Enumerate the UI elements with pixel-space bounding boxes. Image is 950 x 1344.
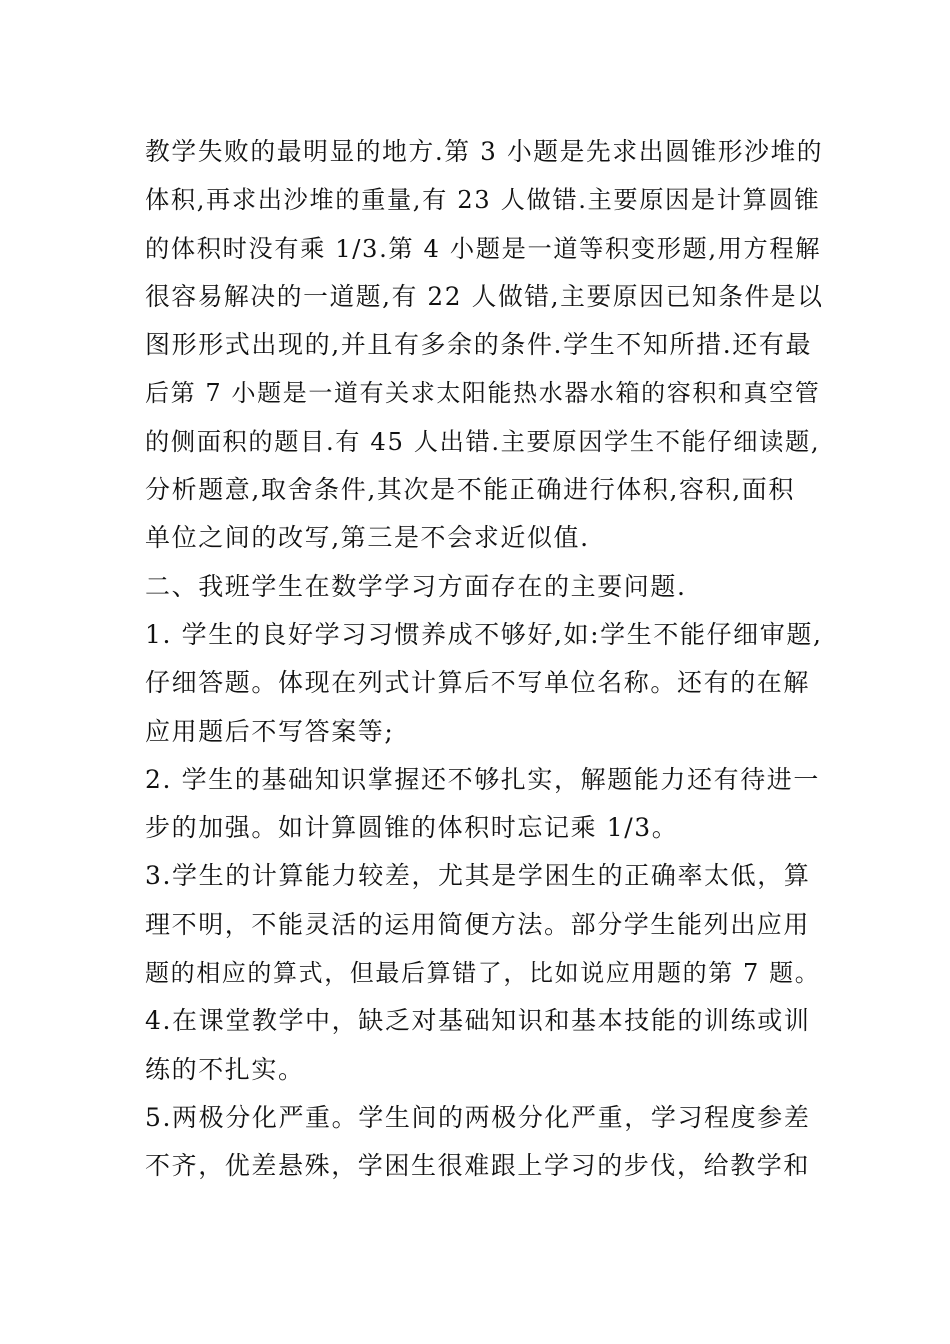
text-line: 教学失败的最明显的地方.第 3 小题是先求出圆锥形沙堆的	[145, 137, 824, 166]
text-line: 不齐，优差悬殊，学困生很难跟上学习的步伐，给教学和	[145, 1151, 811, 1181]
text-line: 2. 学生的基础知识掌握还不够扎实，解题能力还有待进一	[145, 764, 821, 794]
section-heading: 二、我班学生在数学学习方面存在的主要问题.	[145, 571, 687, 601]
text-line: 步的加强。如计算圆锥的体积时忘记乘 1/3。	[145, 813, 679, 843]
text-line: 很容易解决的一道题,有 22 人做错,主要原因已知条件是以	[145, 281, 824, 311]
text-line: 分析题意,取舍条件,其次是不能正确进行体积,容积,面积	[145, 475, 795, 505]
text-line: 理不明，不能灵活的运用简便方法。部分学生能列出应用	[145, 909, 811, 939]
text-line: 练的不扎实。	[145, 1054, 305, 1084]
text-line: 3.学生的计算能力较差，尤其是学困生的正确率太低，算	[145, 861, 811, 891]
text-line: 1. 学生的良好学习习惯养成不够好,如:学生不能仔细审题,	[145, 619, 823, 649]
text-line: 的侧面积的题目.有 45 人出错.主要原因学生不能仔细读题,	[145, 426, 821, 456]
text-line: 后第 7 小题是一道有关求太阳能热水器水箱的容积和真空管	[145, 379, 821, 408]
body-text	[145, 128, 825, 1191]
text-line: 单位之间的改写,第三是不会求近似值.	[145, 523, 590, 553]
text-line: 题的相应的算式，但最后算错了，比如说应用题的第 7 题。	[145, 959, 821, 988]
text-line: 4.在课堂教学中，缺乏对基础知识和基本技能的训练或训	[145, 1006, 811, 1036]
text-line: 体积,再求出沙堆的重量,有 23 人做错.主要原因是计算圆锥	[145, 185, 821, 215]
text-line: 的体积时没有乘 1/3.第 4 小题是一道等积变形题,用方程解	[145, 233, 822, 263]
text-line: 仔细答题。体现在列式计算后不写单位名称。还有的在解	[145, 668, 811, 698]
text-line: 图形形式出现的,并且有多余的条件.学生不知所措.还有最	[145, 330, 813, 360]
text-line: 应用题后不写答案等;	[145, 716, 395, 746]
text-line: 5.两极分化严重。学生间的两极分化严重，学习程度参差	[145, 1102, 811, 1132]
